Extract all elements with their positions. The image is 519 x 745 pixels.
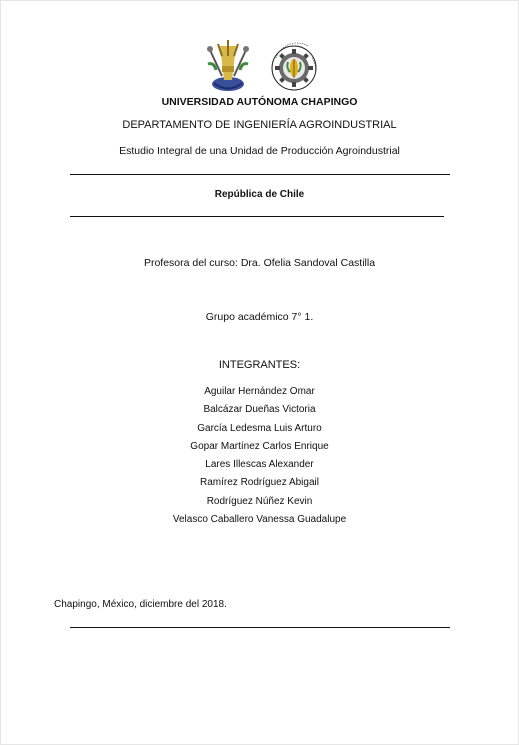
members-heading: INTEGRANTES: xyxy=(218,359,301,371)
divider-country xyxy=(70,216,444,217)
divider-top xyxy=(70,174,450,175)
list-item: García Ledesma Luis Arturo xyxy=(197,422,322,434)
university-crest-icon xyxy=(207,40,249,91)
list-item: Velasco Caballero Vanessa Guadalupe xyxy=(172,514,347,526)
department-name: DEPARTAMENTO DE INGENIERÍA AGROINDUSTRIAL xyxy=(122,119,397,131)
divider-bottom xyxy=(70,627,450,628)
list-item: Lares Illescas Alexander xyxy=(205,459,314,471)
country-title: República de Chile xyxy=(214,189,305,200)
place-date: Chapingo, México, diciembre del 2018. xyxy=(54,599,227,610)
list-item: Ramírez Rodríguez Abigail xyxy=(200,477,319,489)
engineering-gear-wheat-icon xyxy=(272,43,316,90)
list-item: Aguilar Hernández Omar xyxy=(204,386,315,397)
list-item: Gopar Martínez Carlos Enrique xyxy=(190,440,329,452)
university-name: UNIVERSIDAD AUTÓNOMA CHAPINGO xyxy=(161,96,358,108)
professor-line: Profesora del curso: Dra. Ofelia Sandoval Castilla xyxy=(143,257,376,269)
group-line: Grupo académico 7° 1. xyxy=(205,311,314,323)
list-item: Rodríguez Núñez Kevin xyxy=(206,495,313,507)
members-list xyxy=(0,383,519,529)
list-item: Balcázar Dueñas Victoria xyxy=(203,404,316,416)
course-title: Estudio Integral de una Unidad de Producción Agroindustrial xyxy=(119,145,400,157)
logos xyxy=(200,36,325,98)
